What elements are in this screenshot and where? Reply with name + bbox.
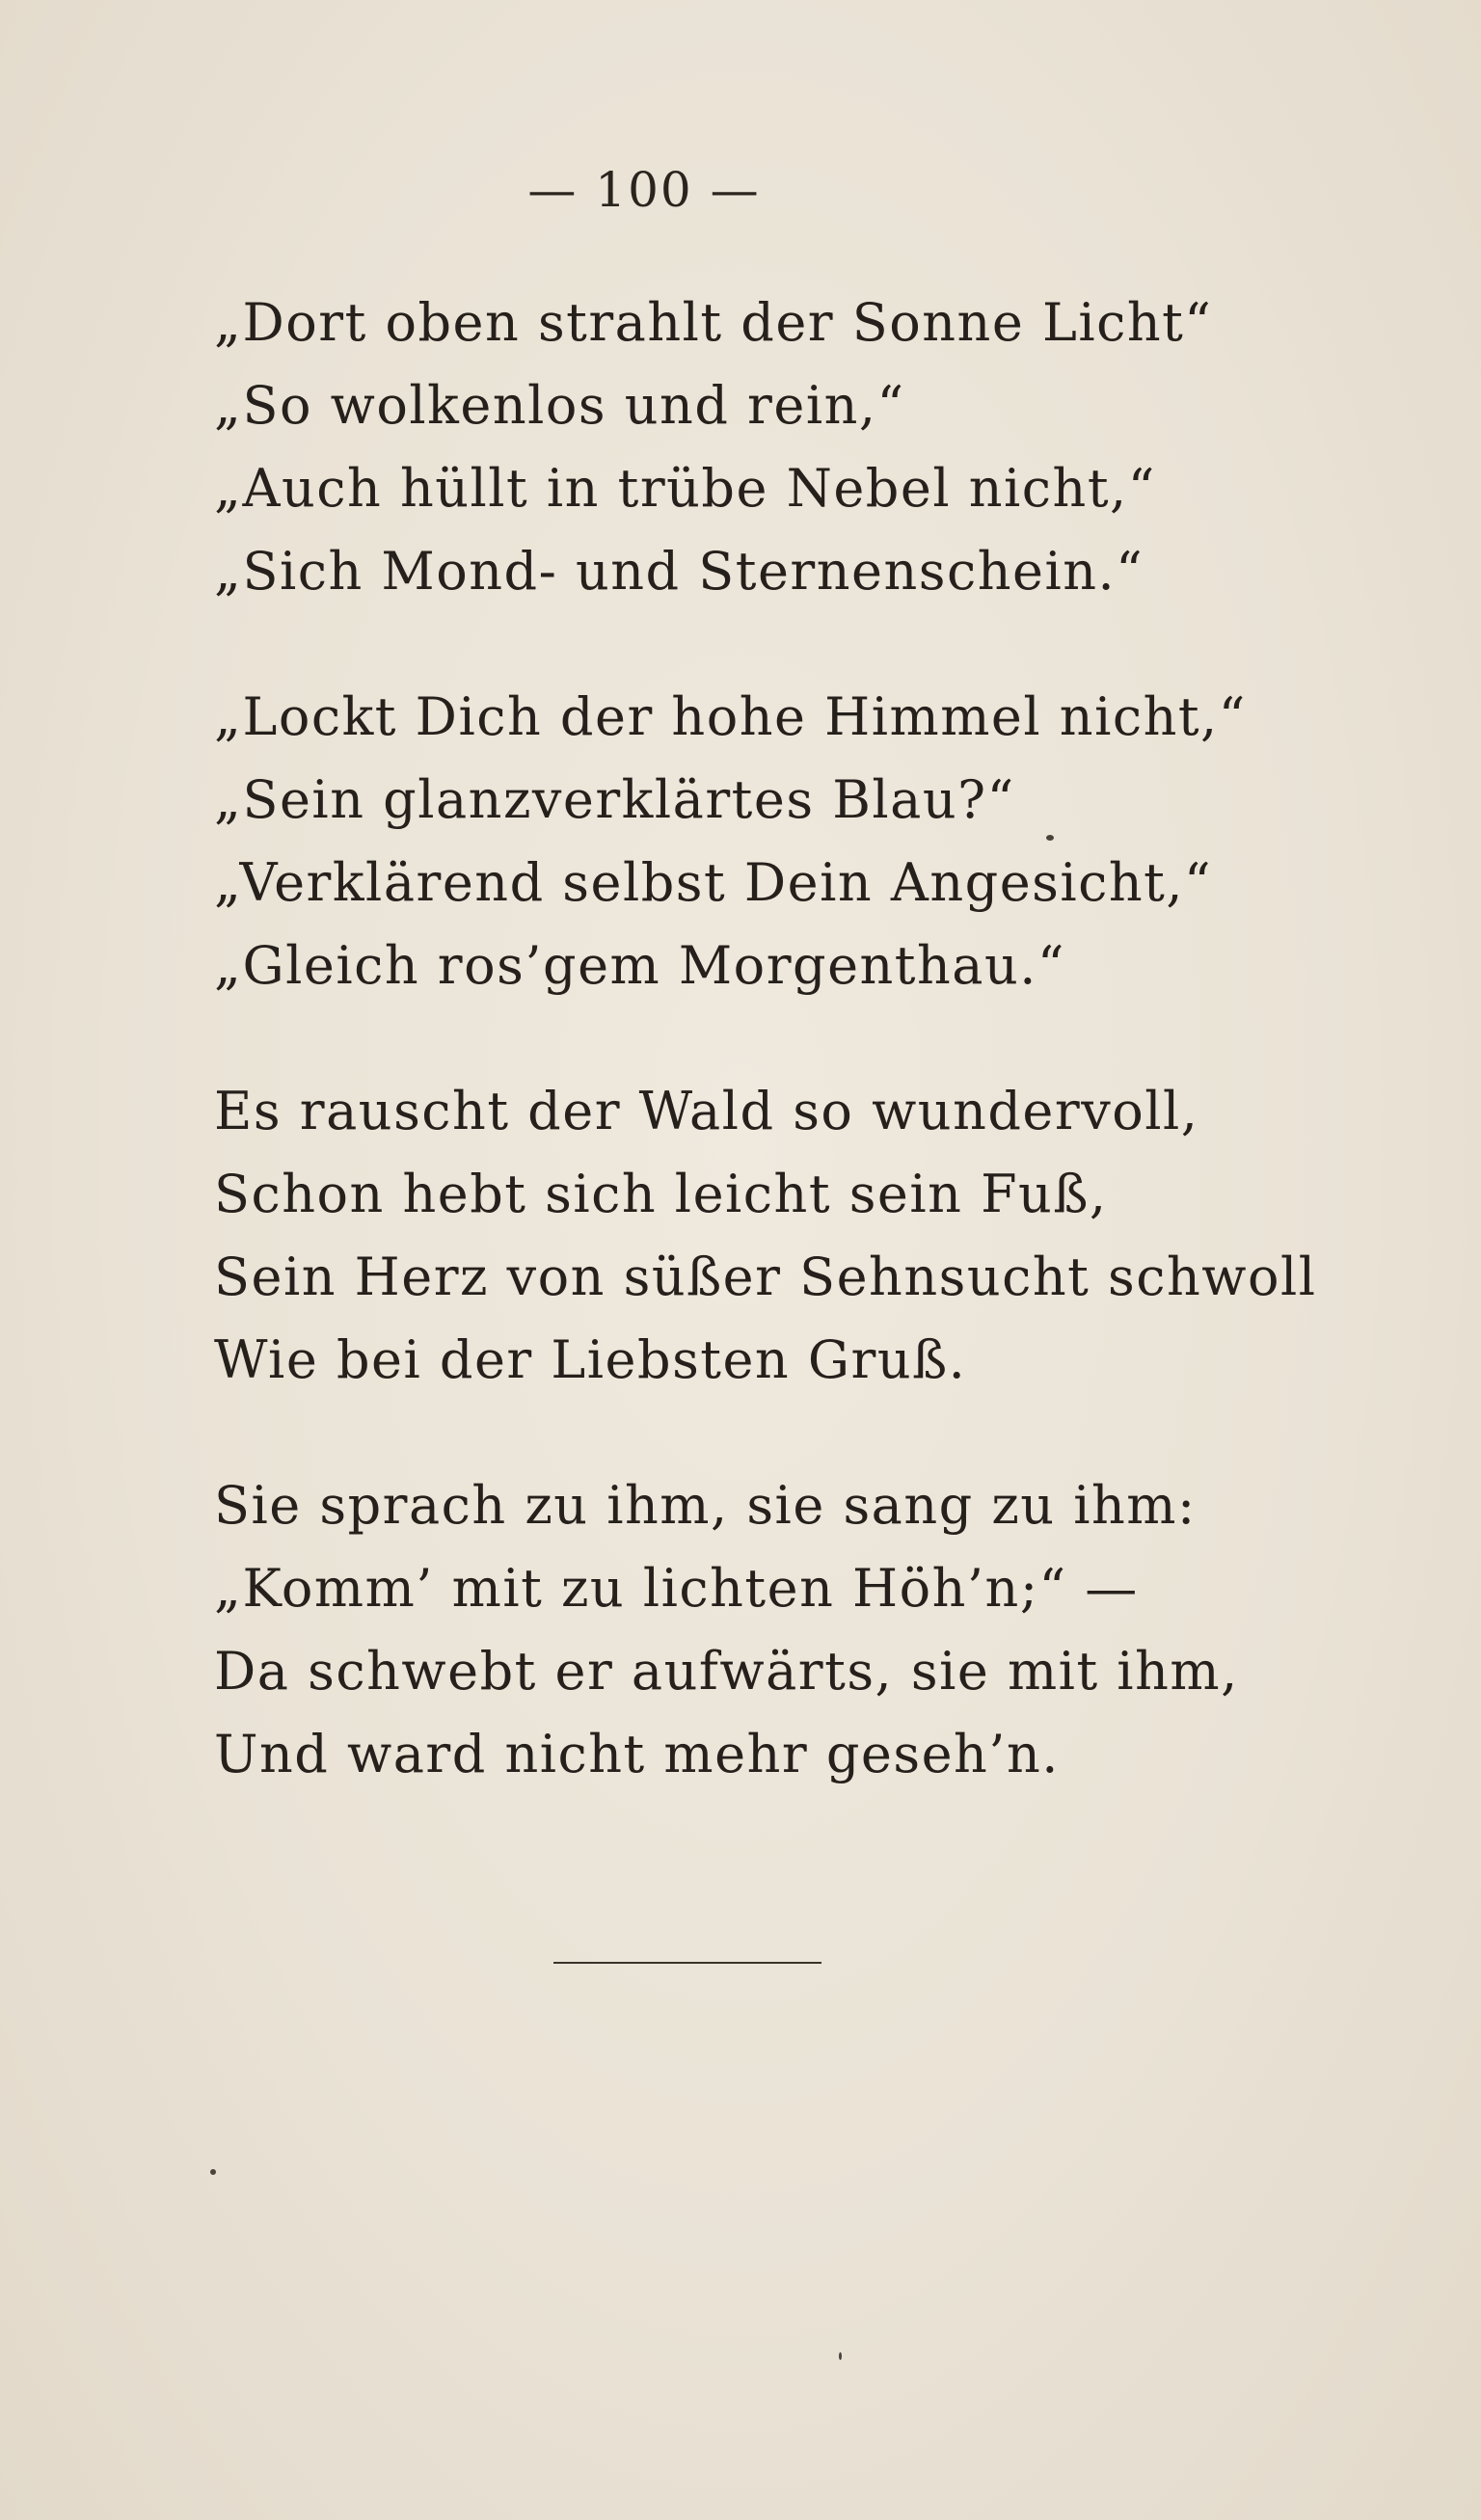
poem-line: „Dort oben strahlt der Sonne Licht“	[214, 292, 1213, 353]
page-number: — 100 —	[527, 162, 761, 218]
stanza-1	[214, 281, 1323, 613]
poem-line: Sein Herz von süßer Sehnsucht schwoll	[214, 1247, 1317, 1307]
poem-line: „So wolkenlos und rein,“	[214, 375, 905, 436]
poem-line: „Sich Mond- und Sternenschein.“	[214, 541, 1144, 602]
stanza-2	[214, 676, 1323, 1007]
stanza-3	[214, 1070, 1323, 1402]
poem-line: „Lockt Dich der hohe Himmel nicht,“	[214, 686, 1247, 747]
poem-line: Und ward nicht mehr geseh’n.	[214, 1724, 1060, 1784]
poem-line: „Verklärend selbst Dein Angesicht,“	[214, 852, 1213, 913]
poem-line: Es rauscht der Wald so wundervoll,	[214, 1081, 1199, 1141]
stanza-4	[214, 1464, 1323, 1796]
poem-line: „Auch hüllt in trübe Nebel nicht,“	[214, 458, 1156, 519]
poem-line: „Sein glanzverklärtes Blau?“	[214, 769, 1015, 830]
end-rule	[553, 1962, 821, 1964]
paper-speck	[210, 2169, 216, 2175]
poem-line: Da schwebt er aufwärts, sie mit ihm,	[214, 1641, 1239, 1702]
paper-speck	[839, 2352, 842, 2360]
poem-line: Schon hebt sich leicht sein Fuß,	[214, 1164, 1108, 1224]
poem-line: Sie sprach zu ihm, sie sang zu ihm:	[214, 1475, 1197, 1536]
poem-line: „Gleich ros’gem Morgenthau.“	[214, 935, 1066, 996]
poem-line: Wie bei der Liebsten Gruß.	[214, 1329, 967, 1390]
poem	[214, 281, 1323, 1859]
poem-line: „Komm’ mit zu lichten Höh’n;“ —	[214, 1558, 1139, 1619]
paper-speck	[1046, 835, 1054, 841]
